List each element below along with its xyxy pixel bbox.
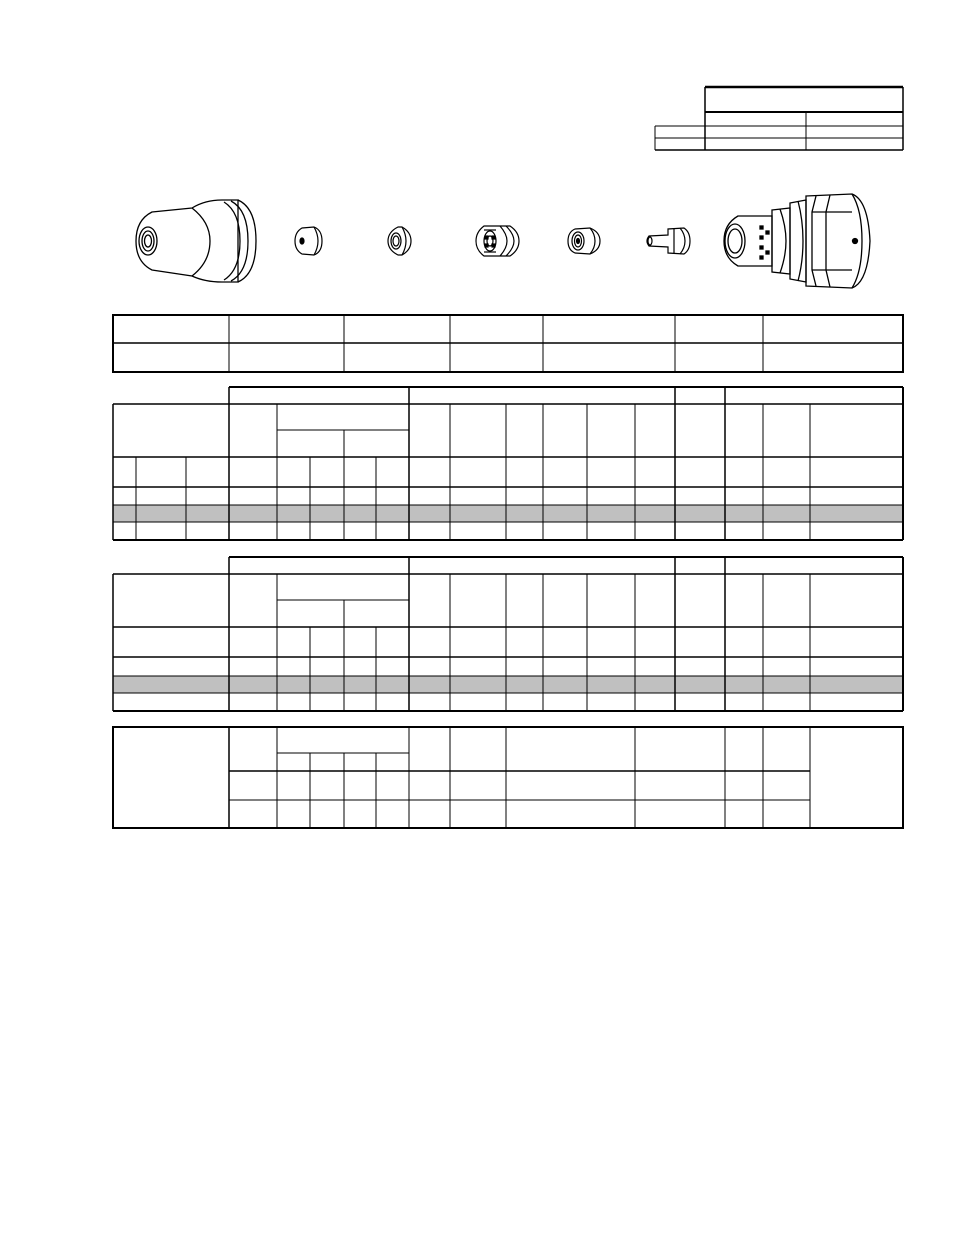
retaining-ring-illustration: [388, 227, 411, 255]
cut-chart-table-1: [113, 387, 903, 540]
swirl-ring-illustration: [476, 226, 519, 256]
shaded-row: [113, 505, 903, 522]
small-header-table: [655, 87, 903, 150]
shaded-row: [113, 676, 903, 693]
shield-cap-illustration: [295, 227, 322, 255]
bevel-table: [113, 727, 903, 828]
cut-chart-table-2: [113, 557, 903, 711]
shield-illustration: [136, 200, 256, 282]
part-number-table: [113, 315, 903, 372]
electrode-illustration: [647, 228, 690, 254]
torch-body-illustration: [724, 194, 870, 288]
nozzle-illustration: [568, 228, 600, 254]
